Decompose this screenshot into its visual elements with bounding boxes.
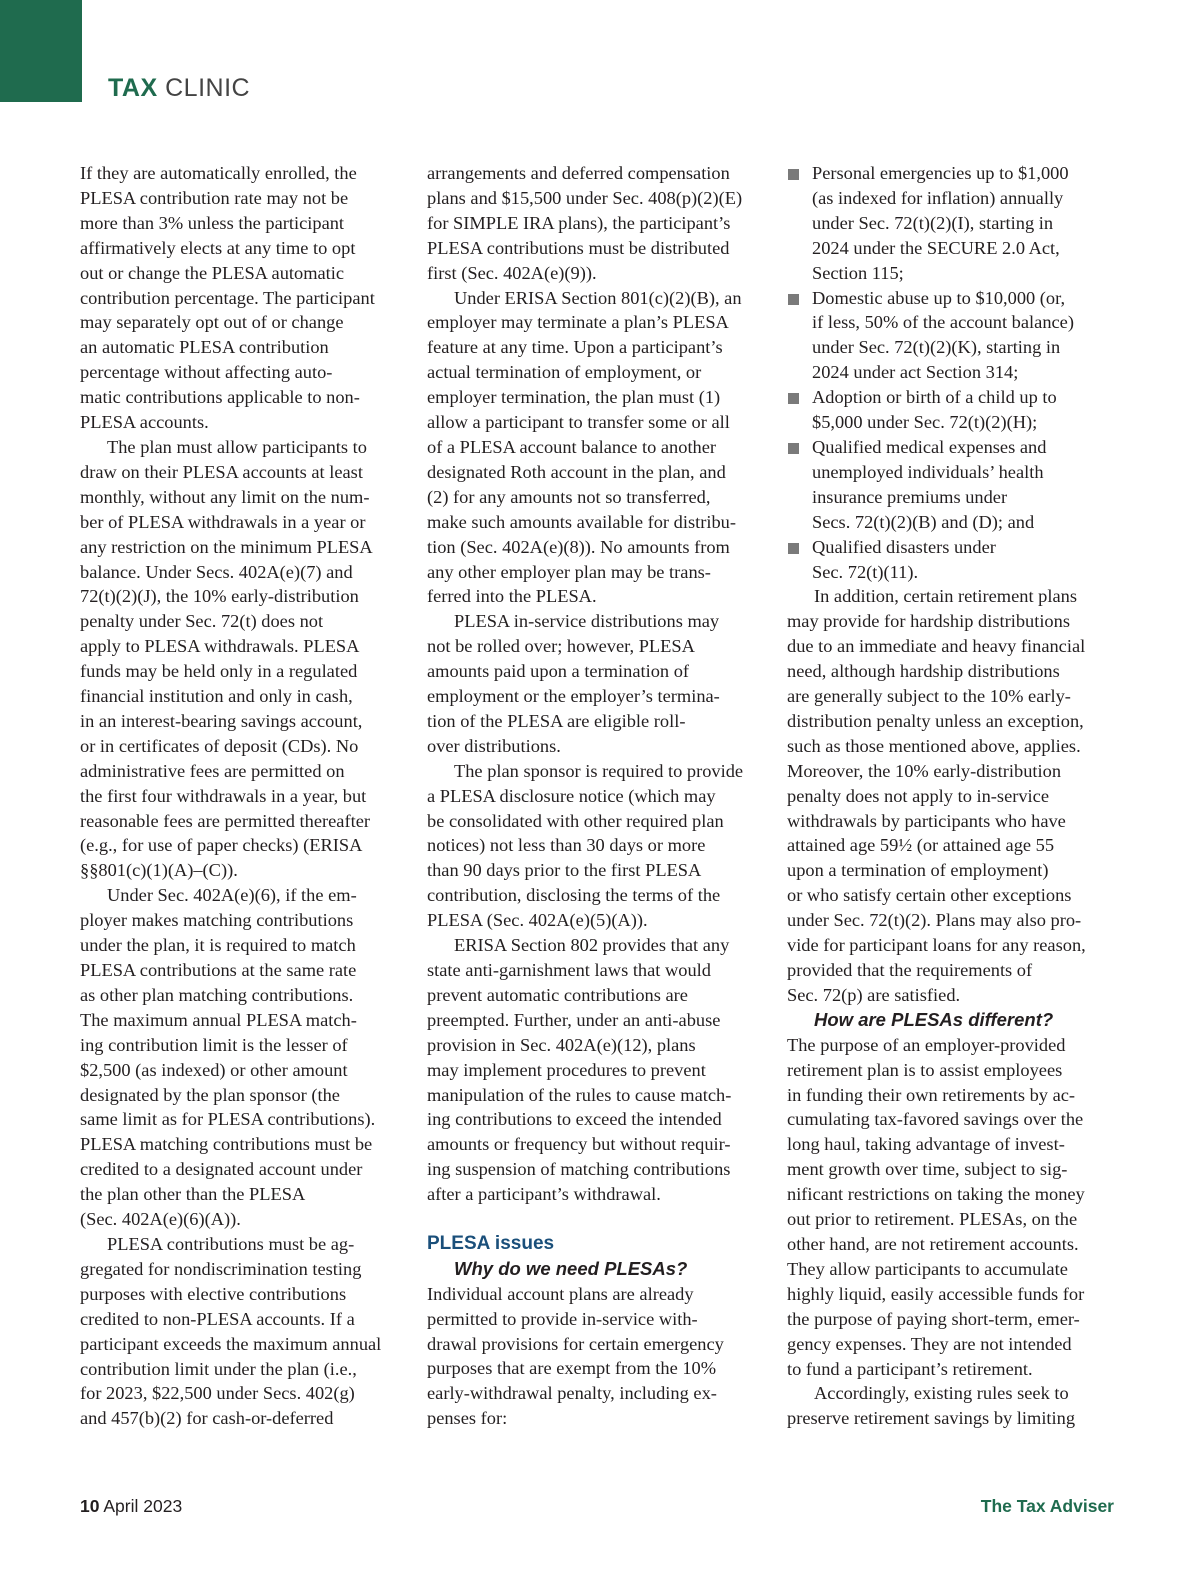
text-line: allow a participant to transfer some or all — [427, 412, 730, 433]
text-line: tion of the PLESA are eligible roll- — [427, 710, 686, 731]
text-line: Accordingly, existing rules seek to — [814, 1383, 1069, 1404]
text-line: feature at any time. Upon a participant’s — [427, 337, 723, 358]
text-line: notices) not less than 30 days or more — [427, 835, 706, 856]
text-line: provided that the requirements of — [787, 960, 1033, 980]
text-line: first (Sec. 402A(e)(9)). — [427, 262, 597, 283]
text-line: in funding their own retirements by ac- — [787, 1084, 1076, 1105]
text-line: may implement procedures to prevent — [427, 1059, 706, 1080]
text-line: 72(t)(2)(J), the 10% early-distribution — [80, 586, 359, 607]
text-line: ment growth over time, subject to sig- — [787, 1159, 1068, 1180]
text-line: (Sec. 402A(e)(6)(A)). — [80, 1209, 241, 1230]
text-line: may separately opt out of or change — [80, 312, 344, 333]
text-line: need, although hardship distributions — [787, 661, 1060, 682]
bullet-line: Section 115; — [812, 262, 904, 283]
text-line: contribution, disclosing the terms of the — [427, 885, 721, 906]
issue-date: April 2023 — [103, 1496, 183, 1516]
text-line: matic contributions applicable to non- — [80, 387, 360, 408]
text-line: same limit as for PLESA contributions). — [80, 1109, 376, 1130]
text-line: gregated for nondiscrimination testing — [80, 1258, 362, 1279]
text-column-1 — [80, 161, 410, 1431]
text-line: draw on their PLESA accounts at least — [80, 461, 363, 482]
square-bullet-icon — [788, 169, 799, 180]
text-line: attained age 59½ (or attained age 55 — [787, 835, 1055, 856]
text-line: more than 3% unless the participant — [80, 212, 345, 233]
text-line: under Sec. 72(t)(2). Plans may also pro- — [787, 910, 1082, 931]
text-line: arrangements and deferred compensation — [427, 163, 730, 183]
text-line: a PLESA disclosure notice (which may — [427, 785, 716, 806]
text-line: state anti-garnishment laws that would — [427, 960, 711, 980]
section-header-bold: TAX — [108, 74, 158, 102]
text-line: actual termination of employment, or — [427, 362, 702, 383]
bullet-line: Qualified medical expenses and — [812, 436, 1047, 457]
section-header-light: CLINIC — [165, 74, 251, 102]
text-line: financial institution and only in cash, — [80, 686, 353, 707]
text-line: (2) for any amounts not so transferred, — [427, 486, 711, 507]
bullet-line: 2024 under act Section 314; — [812, 362, 1019, 383]
text-line: amounts paid upon a termination of — [427, 661, 690, 682]
text-line: long haul, taking advantage of invest- — [787, 1134, 1065, 1155]
text-line: any other employer plan may be trans- — [427, 561, 711, 582]
text-line: designated by the plan sponsor (the — [80, 1084, 340, 1105]
square-bullet-icon — [788, 443, 799, 454]
section-header — [108, 76, 250, 101]
subheading-how-different: How are PLESAs different? — [814, 1008, 1054, 1030]
text-line: of a PLESA account balance to another — [427, 436, 717, 457]
footer-page-info — [80, 1496, 182, 1517]
text-line: in an interest-bearing savings account, — [80, 710, 363, 731]
text-line: percentage without affecting auto- — [80, 362, 333, 383]
bullet-line: Secs. 72(t)(2)(B) and (D); and — [812, 511, 1035, 532]
bullet-line: $5,000 under Sec. 72(t)(2)(H); — [812, 412, 1038, 433]
text-line: ferred into the PLESA. — [427, 586, 597, 607]
text-line: §§801(c)(1)(A)–(C)). — [80, 860, 238, 881]
text-line: PLESA (Sec. 402A(e)(5)(A)). — [427, 910, 648, 931]
text-line: due to an immediate and heavy financial — [787, 636, 1086, 657]
text-line: preserve retirement savings by limiting — [787, 1408, 1076, 1429]
text-line: the purpose of paying short-term, emer- — [787, 1308, 1080, 1329]
text-line: or in certificates of deposit (CDs). No — [80, 735, 359, 756]
text-line: Under ERISA Section 801(c)(2)(B), an — [454, 287, 742, 308]
bullet-item — [787, 535, 1117, 585]
text-line: ing suspension of matching contributions — [427, 1159, 731, 1180]
text-line: nificant restrictions on taking the money — [787, 1184, 1085, 1205]
text-line: PLESA in-service distributions may — [454, 611, 720, 632]
text-line: permitted to provide in-service with- — [427, 1308, 698, 1329]
text-line: Under Sec. 402A(e)(6), if the em- — [107, 885, 357, 906]
text-line: Individual account plans are already — [427, 1283, 694, 1304]
text-line: Sec. 72(p) are satisfied. — [787, 984, 961, 1005]
text-line: employer may terminate a plan’s PLESA — [427, 312, 729, 333]
bullet-line: insurance premiums under — [812, 486, 1008, 507]
text-line: preempted. Further, under an anti-abuse — [427, 1009, 721, 1030]
text-column-3 — [787, 161, 1117, 1431]
text-line: funds may be held only in a regulated — [80, 661, 358, 682]
text-line: under the plan, it is required to match — [80, 935, 356, 956]
text-line: employer termination, the plan must (1) — [427, 387, 721, 408]
bullet-line: if less, 50% of the account balance) — [812, 312, 1074, 333]
text-line: the first four withdrawals in a year, but — [80, 785, 367, 806]
bullet-line: under Sec. 72(t)(2)(I), starting in — [812, 212, 1054, 233]
text-line: provision in Sec. 402A(e)(12), plans — [427, 1034, 696, 1055]
text-line: PLESA contributions must be distributed — [427, 237, 730, 258]
text-line: prevent automatic contributions are — [427, 984, 688, 1005]
square-bullet-icon — [788, 543, 799, 554]
text-line: for 2023, $22,500 under Secs. 402(g) — [80, 1383, 355, 1404]
text-line: out prior to retirement. PLESAs, on the — [787, 1209, 1078, 1230]
publication-name: The Tax Adviser — [980, 1496, 1114, 1516]
text-line: cumulating tax-favored savings over the — [787, 1109, 1084, 1130]
text-line: drawal provisions for certain emergency — [427, 1333, 724, 1354]
bullet-line: Personal emergencies up to $1,000 — [812, 163, 1069, 183]
text-line: contribution limit under the plan (i.e., — [80, 1358, 357, 1379]
text-line: to fund a participant’s retirement. — [787, 1358, 1033, 1379]
text-line: distribution penalty unless an exception, — [787, 710, 1084, 731]
text-line: amounts or frequency but without requir- — [427, 1134, 731, 1155]
text-line: ber of PLESA withdrawals in a year or — [80, 511, 366, 532]
text-line: manipulation of the rules to cause match- — [427, 1084, 732, 1105]
text-line: early-withdrawal penalty, including ex- — [427, 1383, 717, 1404]
page-number: 10 — [80, 1496, 100, 1516]
text-line: as other plan matching contributions. — [80, 984, 354, 1005]
text-line: In addition, certain retirement plans — [814, 586, 1077, 607]
text-line: retirement plan is to assist employees — [787, 1059, 1063, 1080]
bullet-line: Adoption or birth of a child up to — [812, 387, 1057, 408]
text-line: employment or the employer’s termina- — [427, 686, 720, 707]
text-line: after a participant’s withdrawal. — [427, 1184, 661, 1205]
text-line: for SIMPLE IRA plans), the participant’s — [427, 212, 731, 233]
text-line: upon a termination of employment) — [787, 860, 1049, 881]
text-line: than 90 days prior to the first PLESA — [427, 860, 702, 881]
section-heading-plesa-issues: PLESA issues — [427, 1232, 555, 1254]
text-line: monthly, without any limit on the num- — [80, 486, 370, 507]
text-line: credited to a designated account under — [80, 1159, 363, 1180]
bullet-item — [787, 161, 1117, 286]
text-line: or who satisfy certain other exceptions — [787, 885, 1072, 906]
text-line: ERISA Section 802 provides that any — [454, 935, 730, 956]
text-line: Moreover, the 10% early-distribution — [787, 760, 1062, 781]
text-line: other hand, are not retirement accounts. — [787, 1233, 1079, 1254]
text-line: purposes with elective contributions — [80, 1283, 347, 1304]
section-color-tab — [0, 0, 82, 102]
text-column-2 — [427, 161, 770, 1431]
text-line: ing contribution limit is the lesser of — [80, 1034, 348, 1055]
text-line: withdrawals by participants who have — [787, 810, 1066, 831]
bullet-item — [787, 286, 1117, 386]
text-line: $2,500 (as indexed) or other amount — [80, 1059, 348, 1080]
text-line: participant exceeds the maximum annual — [80, 1333, 382, 1354]
text-line: ployer makes matching contributions — [80, 910, 354, 931]
text-line: out or change the PLESA automatic — [80, 262, 345, 283]
text-line: The purpose of an employer-provided — [787, 1034, 1066, 1055]
text-line: any restriction on the minimum PLESA — [80, 536, 373, 557]
square-bullet-icon — [788, 294, 799, 305]
text-line: (e.g., for use of paper checks) (ERISA — [80, 835, 363, 856]
text-line: plans and $15,500 under Sec. 408(p)(2)(E) — [427, 187, 743, 208]
text-line: affirmatively elects at any time to opt — [80, 237, 356, 258]
bullet-item — [787, 435, 1117, 535]
bullet-line: Qualified disasters under — [812, 536, 996, 557]
text-line: penalty under Sec. 72(t) does not — [80, 611, 324, 632]
text-line: If they are automatically enrolled, the — [80, 163, 357, 183]
text-line: PLESA contributions at the same rate — [80, 960, 357, 980]
bullet-line: (as indexed for inflation) annually — [812, 187, 1064, 208]
subheading-why-plesas: Why do we need PLESAs? — [454, 1257, 688, 1279]
text-line: not be rolled over; however, PLESA — [427, 636, 695, 657]
square-bullet-icon — [788, 393, 799, 404]
text-line: penses for: — [427, 1408, 508, 1429]
bullet-line: unemployed individuals’ health — [812, 461, 1044, 482]
text-line: may provide for hardship distributions — [787, 611, 1070, 632]
text-line: make such amounts available for distribu- — [427, 511, 736, 532]
text-line: highly liquid, easily accessible funds for — [787, 1283, 1085, 1304]
blank-line — [427, 1207, 770, 1232]
text-line: be consolidated with other required plan — [427, 810, 724, 831]
text-line: apply to PLESA withdrawals. PLESA — [80, 636, 360, 657]
text-line: PLESA accounts. — [80, 412, 209, 433]
text-line: vide for participant loans for any reason, — [787, 935, 1086, 956]
text-line: tion (Sec. 402A(e)(8)). No amounts from — [427, 536, 730, 557]
text-line: ing contributions to exceed the intended — [427, 1109, 722, 1130]
text-line: The maximum annual PLESA match- — [80, 1009, 357, 1030]
bullet-line: 2024 under the SECURE 2.0 Act, — [812, 237, 1060, 258]
text-line: gency expenses. They are not intended — [787, 1333, 1072, 1354]
text-line: They allow participants to accumulate — [787, 1258, 1068, 1279]
text-line: balance. Under Secs. 402A(e)(7) and — [80, 561, 353, 582]
text-line: the plan other than the PLESA — [80, 1184, 306, 1205]
text-line: purposes that are exempt from the 10% — [427, 1358, 717, 1379]
bullet-line: Sec. 72(t)(11). — [812, 561, 919, 582]
text-line: The plan sponsor is required to provide — [454, 760, 744, 781]
text-line: reasonable fees are permitted thereafter — [80, 810, 370, 831]
text-line: over distributions. — [427, 735, 561, 756]
bullet-line: under Sec. 72(t)(2)(K), starting in — [812, 337, 1061, 358]
text-line: contribution percentage. The participant — [80, 287, 375, 308]
text-line: PLESA contribution rate may not be — [80, 187, 349, 208]
text-line: are generally subject to the 10% early- — [787, 686, 1071, 707]
text-line: credited to non-PLESA accounts. If a — [80, 1308, 355, 1329]
bullet-item — [787, 385, 1117, 435]
text-line: an automatic PLESA contribution — [80, 337, 329, 358]
text-line: such as those mentioned above, applies. — [787, 735, 1081, 756]
text-line: The plan must allow participants to — [107, 436, 367, 457]
text-line: administrative fees are permitted on — [80, 760, 345, 781]
text-line: PLESA contributions must be ag- — [107, 1233, 355, 1254]
text-line: PLESA matching contributions must be — [80, 1134, 373, 1155]
text-line: designated Roth account in the plan, and — [427, 461, 726, 482]
text-line: and 457(b)(2) for cash-or-deferred — [80, 1408, 334, 1429]
bullet-line: Domestic abuse up to $10,000 (or, — [812, 287, 1066, 308]
text-line: penalty does not apply to in-service — [787, 785, 1049, 806]
